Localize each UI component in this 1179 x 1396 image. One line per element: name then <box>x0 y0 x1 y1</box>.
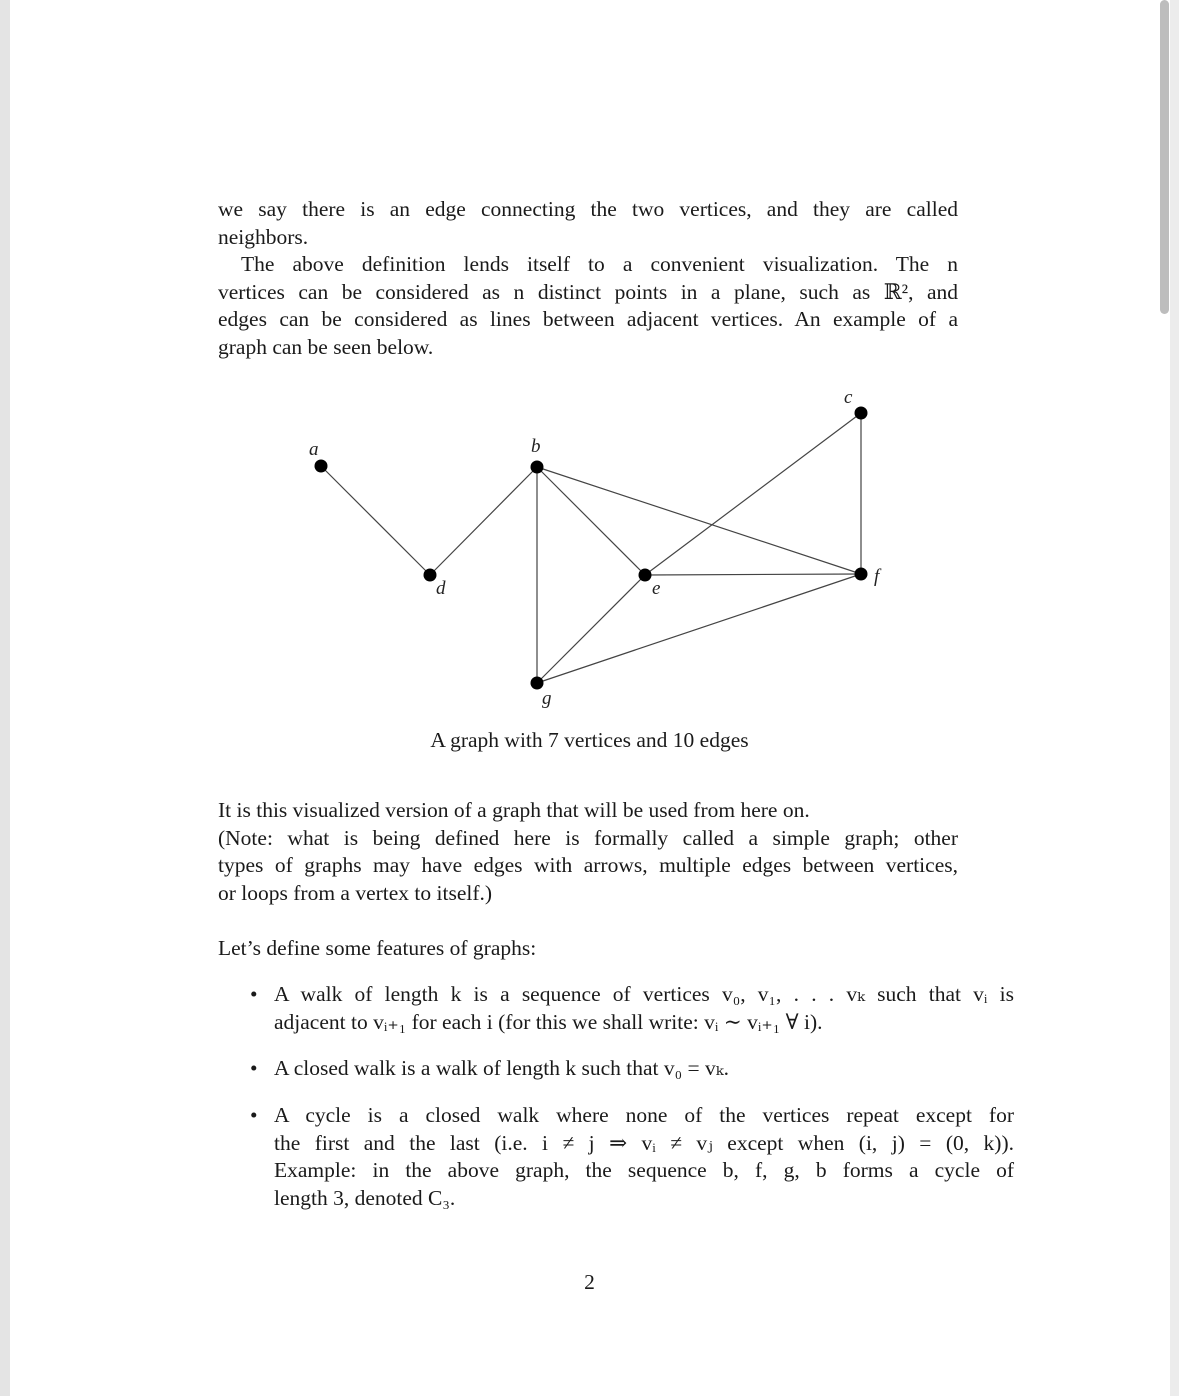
list-item-line: adjacent to vᵢ₊₁ for each i (for this we shall write: vᵢ ∼ vᵢ₊₁ ∀ i). <box>274 1009 823 1034</box>
page-number: 2 <box>584 1270 595 1294</box>
vertex-label-c: c <box>844 387 853 408</box>
graph-vertices <box>315 407 868 690</box>
vertex-f <box>855 568 868 581</box>
bullet-icon: • <box>250 1056 258 1080</box>
vertex-c <box>855 407 868 420</box>
vertex-label-b: b <box>531 436 541 457</box>
body-line: It is this visualized version of a graph that will be used from here on. <box>218 798 810 822</box>
graph-edges <box>321 413 861 683</box>
edge-e-g <box>537 575 645 683</box>
edge-a-d <box>321 466 430 575</box>
intro-line: graph can be seen below. <box>218 334 434 359</box>
body-line: types of graphs may have edges with arrows, multiple edges between vertices, <box>218 853 958 877</box>
body-line: or loops from a vertex to itself.) <box>218 880 493 905</box>
edge-e-c <box>645 413 861 575</box>
intro-line: neighbors. <box>218 224 309 249</box>
edge-b-f <box>537 467 861 574</box>
bullet-icon: • <box>250 982 258 1006</box>
vertex-label-a: a <box>309 439 319 460</box>
intro-line: vertices can be considered as n distinct points in a plane, such as ℝ², and <box>218 279 958 304</box>
intro-line: The above definition lends itself to a convenient visualization. The n <box>241 252 958 276</box>
vertex-label-e: e <box>652 578 661 599</box>
intro-line: edges can be considered as lines between adjacent vertices. An example of a <box>218 307 958 331</box>
list-item-line: A cycle is a closed walk where none of the vertices repeat except for <box>274 1103 1014 1127</box>
list-item-line: A closed walk is a walk of length k such that v₀ = vₖ. <box>274 1056 729 1080</box>
list-item-cycle <box>218 1102 1014 1212</box>
features-intro <box>218 935 958 963</box>
list-item-line: length 3, denoted C₃. <box>274 1185 456 1210</box>
figure-caption: A graph with 7 vertices and 10 edges <box>430 728 749 752</box>
list-item-line: the first and the last (i.e. i ≠ j ⇒ vᵢ ≠ vⱼ except when (i, j) = (0, k)). <box>274 1130 1014 1155</box>
list-item-line: Example: in the above graph, the sequence b, f, g, b forms a cycle of <box>274 1158 1014 1182</box>
body-paragraph <box>218 797 958 907</box>
edge-d-b <box>430 467 537 575</box>
vertex-label-g: g <box>542 688 552 709</box>
bullet-icon: • <box>250 1103 258 1127</box>
list-item-walk <box>218 981 1014 1036</box>
body-line: (Note: what is being defined here is formally called a simple graph; other <box>218 825 958 850</box>
vertex-b <box>531 461 544 474</box>
list-item-closed-walk <box>218 1055 1014 1083</box>
vertex-d <box>424 569 437 582</box>
vertex-e <box>639 569 652 582</box>
edge-b-e <box>537 467 645 575</box>
edge-e-f <box>645 574 861 575</box>
intro-line: we say there is an edge connecting the two vertices, and they are called <box>218 197 958 221</box>
edge-g-f <box>537 574 861 683</box>
vertex-label-d: d <box>436 578 446 599</box>
list-item-line: A walk of length k is a sequence of vertices v₀, v₁, . . . vₖ such that vᵢ is <box>274 982 1014 1006</box>
vertex-label-f: f <box>874 566 880 587</box>
vertex-a <box>315 460 328 473</box>
features-intro-line: Let’s define some features of graphs: <box>218 936 537 960</box>
